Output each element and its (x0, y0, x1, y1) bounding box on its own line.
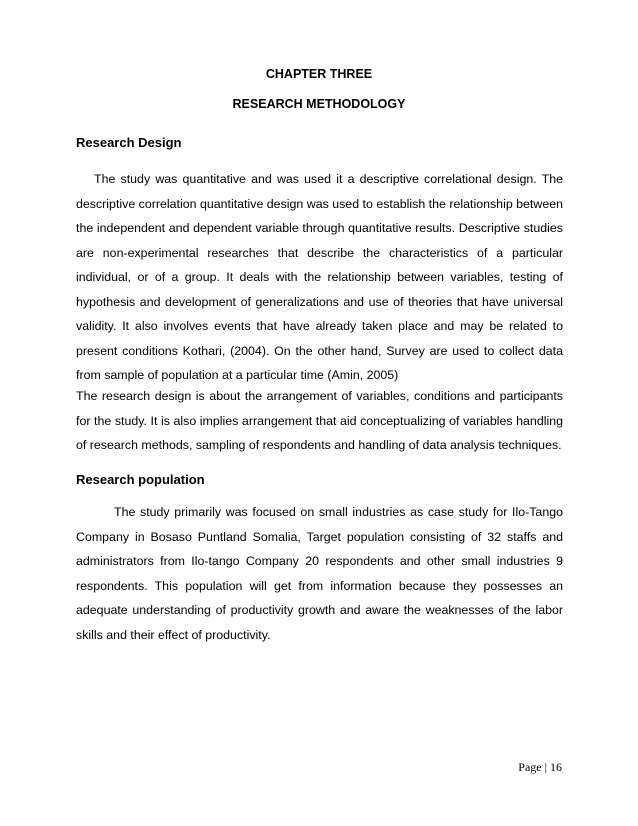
research-design-paragraph-2: The research design is about the arrangement of variables, conditions and participants for the study. It is also implies arrangement that aid conceptualizing of variables handling of research methods, sampling of respondents and handling of data analysis techniques. (76, 389, 563, 452)
chapter-number-title: CHAPTER THREE (265, 67, 373, 81)
page-number: Page | 16 (518, 760, 562, 774)
research-population-heading: Research population (76, 472, 205, 487)
research-population-paragraph-1: The study primarily was focused on small industries as case study for Ilo-Tango Company in Bosaso Puntland Somalia, Target population consisting of 32 staffs and administrators from Ilo-tango Company 20 respondents and other small industries 9 respondents. This population will get from information because they possesses an adequate understanding of productivity growth and aware the weaknesses of the labor skills and their effect of productivity. (76, 505, 563, 642)
chapter-title: RESEARCH METHODOLOGY (232, 97, 406, 111)
research-design-paragraph-1: The study was quantitative and was used it a descriptive correlational design. The descriptive correlation quantitative design was used to establish the relationship between the independent and dependent variable through quantitative results. Descriptive studies are non-experimental researches that describe the characteristics of a particular individual, or of a group. It deals with the relationship between variables, testing of hypothesis and development of generalizations and use of theories that have universal validity. It also involves events that have already taken place and may be related to present conditions Kothari, (2004). On the other hand, Survey are used to collect data from sample of population at a particular time (Amin, 2005) (76, 172, 563, 382)
research-design-heading: Research Design (76, 135, 182, 150)
